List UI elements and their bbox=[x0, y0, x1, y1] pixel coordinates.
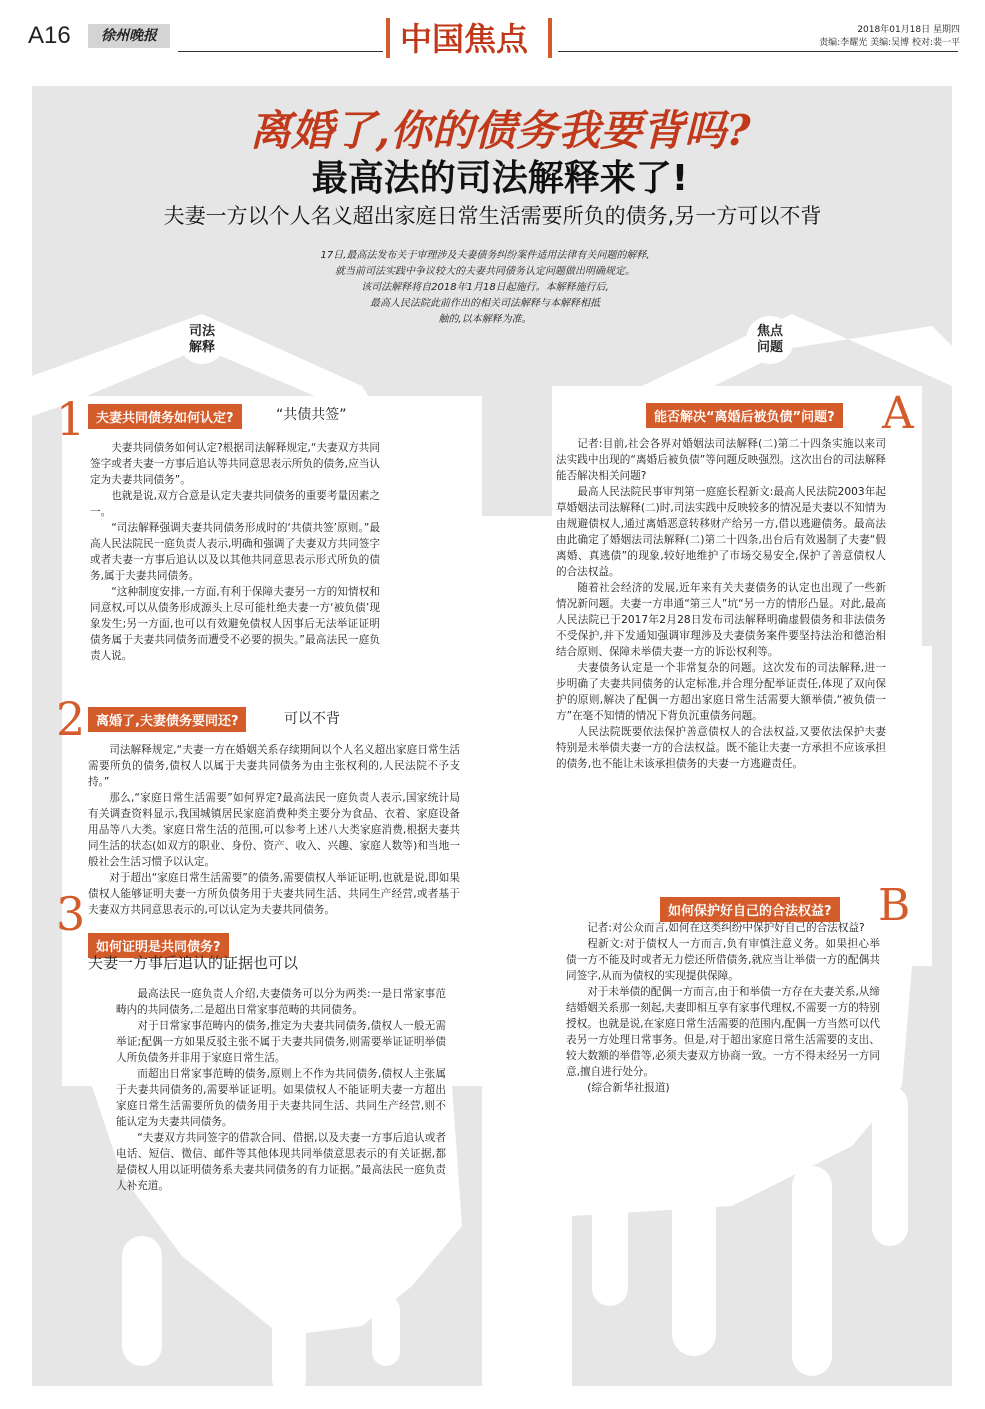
question-1-answer: “共债共签” bbox=[276, 407, 347, 423]
issue-b-title: 如何保护好自己的合法权益? bbox=[660, 897, 840, 922]
issue-b-body: 记者:对公众而言,如何在这类纠纷中保护好自己的合法权益? 程新文:对于债权人一方而言,负有审慎注意义务。如果担心举债一方不能及时或者无力偿还所借债务,就应当让举债一方的配偶共同签字,从而为债权的实现提供保障。 对于未举债的配偶一方而言,由于和举债一方存在夫妻关系,从缔结婚姻关系那一刻起,夫妻即相互享有家事代理权,不需要一方的特别授权。也就是说,在家庭日常生活需要的范围内,配偶一方当然可以代表另一方处理日常事务。但是,对于超出家庭日常生活需要的支出、较大数额的举借等,必须夫妻双方协商一致。一方不得未经另一方同意,擅自进行处分。 (综合新华社报道) bbox=[566, 922, 880, 1094]
editor-credits: 责编:李耀光 美编:吴博 校对:裴一平 bbox=[819, 38, 960, 48]
question-3-title: 如何证明是共同债务? bbox=[88, 933, 229, 958]
question-number-1: 1 bbox=[56, 392, 86, 446]
section-pipe-left bbox=[386, 18, 390, 58]
question-3-body: 最高法民一庭负责人介绍,夫妻债务可以分为两类:一是日常家事范畴内的共同债务,二是超出日常家事范畴的共同债务。 对于日常家事范畴内的债务,推定为夫妻共同债务,债权人一般无需举证;配偶一方如果反驳主张不属于夫妻共同债务,则需要举证证明举债人所负债务并非用于家庭日常生活。 而超出日常家事范畴的债务,原则上不作为共同债务,债权人主张属于夫妻共同债务的,需要举证证明。如果债权人不能证明夫妻一方超出家庭日常生活需要所负的债务用于夫妻共同生活、共同生产经营,则不能认定为夫妻共同债务。 “夫妻双方共同签字的借款合同、借据,以及夫妻一方事后追认或者电话、短信、微信、邮件等其他体现共同举债意思表示的有关证据,都是债权人用以证明债务系夫妻共同债务的有力证据。”最高法民一庭负责人补充道。 bbox=[116, 988, 446, 1192]
header-rule-right bbox=[558, 51, 958, 52]
intro-paragraph: 17日,最高法发布关于审理涉及夫妻债务纠纷案件适用法律有关问题的解释, 就当前司法实践中争议较大的夫妻共同债务认定问题做出明确规定。 该司法解释将自2018年1月18日起施行。本解释施行后, 最高人民法院此前作出的相关司法解释与本解释相抵 触的,以本解释为准。 bbox=[320, 250, 650, 325]
badge-focus-issues: 焦点问题 bbox=[746, 316, 794, 364]
question-1-body: 夫妻共同债务如何认定?根据司法解释规定,“夫妻双方共同签字或者夫妻一方事后追认等共同意思表示所负的债务,应当认定为夫妻共同债务”。 也就是说,双方合意是认定夫妻共同债务的重要考量因素之一。 “司法解释强调夫妻共同债务形成时的‘共债共签’原则。”最高人民法院民一庭负责人表示,明确和强调了夫妻双方共同签字或者夫妻一方事后追认以及以其他共同意思表示形式所负的债务,属于夫妻共同债务。 “这种制度安排,一方面,有利于保障夫妻另一方的知情权和同意权,可以从债务形成源头上尽可能杜绝夫妻一方‘被负债’现象发生;另一方面,也可以有效避免债权人因事后无法举证证明债务属于夫妻共同债务而遭受不必要的损失。”最高法民一庭负责人说。 bbox=[90, 442, 380, 662]
issue-date: 2018年01月18日 星期四 bbox=[857, 25, 960, 35]
question-3-answer: 夫妻一方事后追认的证据也可以 bbox=[88, 954, 299, 972]
section-title: 中国焦点 bbox=[400, 20, 529, 58]
issue-letter-a: A bbox=[882, 388, 914, 439]
newspaper-logo: 徐州晚报 bbox=[88, 24, 170, 48]
page-header bbox=[0, 0, 985, 70]
page-number: A16 bbox=[28, 22, 71, 49]
question-2-answer: 可以不背 bbox=[284, 711, 340, 727]
question-number-3: 3 bbox=[56, 887, 86, 941]
issue-a-body: 记者:目前,社会各界对婚姻法司法解释(二)第二十四条实施以来司法实践中出现的“离婚后被负债”等问题反映强烈。这次出台的司法解释能否解决相关问题? 最高人民法院民事审判第一庭庭长程新文:最高人民法院2003年起草婚姻法司法解释(二)时,司法实践中反映较多的情况是夫妻以不知情为由规避债权人,通过离婚恶意转移财产给另一方,借以逃避债务。最高法由此确定了婚姻法司法解释(二)第二十四条,出台后有效遏制了夫妻“假离婚、真逃债”的现象,较好地维护了市场交易安全,保护了善意债权人的合法权益。 随着社会经济的发展,近年来有关夫妻债务的认定也出现了一些新情况新问题。夫妻一方串通“第三人”坑“另一方的情形凸显。对此,最高人民法院已于2017年2月28日发布司法解释明确虚假债务和非法债务不受保护,并下发通知强调审理涉及夫妻债务案件要坚持法治和德治相结合原则、保障未举债夫妻一方的诉讼权利等。 夫妻债务认定是一个非常复杂的问题。这次发布的司法解释,进一步明确了夫妻共同债务的认定标准,并合理分配举证责任,体现了双向保护的原则,解决了配偶一方超出家庭日常生活需要大额举债,“被负债一方”在毫不知情的情况下背负沉重债务问题。 人民法院既要依法保护善意债权人的合法权益,又要依法保护夫妻特别是未举债夫妻一方的合法权益。既不能让夫妻一方承担不应该承担的债务,也不能让未该承担债务的夫妻一方逃避责任。 bbox=[556, 438, 886, 770]
headline-main: 离婚了,你的债务我要背吗? bbox=[249, 106, 751, 155]
question-1-title: 夫妻共同债务如何认定? bbox=[88, 404, 242, 429]
issue-letter-b: B bbox=[878, 880, 911, 931]
badge-judicial-interpretation: 司法解释 bbox=[178, 316, 226, 364]
section-pipe-right bbox=[548, 18, 552, 58]
issue-a-title: 能否解决“离婚后被负债”问题? bbox=[646, 403, 843, 428]
header-rule-left bbox=[178, 51, 383, 52]
question-2-body: 司法解释规定,“夫妻一方在婚姻关系存续期间以个人名义超出家庭日常生活需要所负的债务,债权人以属于夫妻共同债务为由主张权利的,人民法院不予支持。” 那么,“家庭日常生活需要”如何界定?最高法民一庭负责人表示,国家统计局有关调查资料显示,我国城镇居民家庭消费种类主要分为食品、衣着、家庭设备用品等八大类。家庭日常生活的范围,可以参考上述八大类家庭消费,根据夫妻共同生活的状态(如双方的职业、身份、资产、收入、兴趣、家庭人数等)和当地一般社会生活习惯予以认定。 对于超出“家庭日常生活需要”的债务,需要债权人举证证明,也就是说,即如果债权人能够证明夫妻一方所负债务用于夫妻共同生活、共同生产经营,或者基于夫妻双方共同意思表示的,可以认定为夫妻共同债务。 bbox=[88, 744, 460, 916]
question-2-title: 离婚了,夫妻债务要同还? bbox=[88, 707, 246, 732]
header-meta bbox=[790, 24, 960, 50]
headline-deck: 夫妻一方以个人名义超出家庭日常生活需要所负的债务,另一方可以不背 bbox=[163, 204, 822, 228]
headline-sub: 最高法的司法解释来了! bbox=[311, 158, 689, 199]
question-number-2: 2 bbox=[56, 692, 86, 746]
